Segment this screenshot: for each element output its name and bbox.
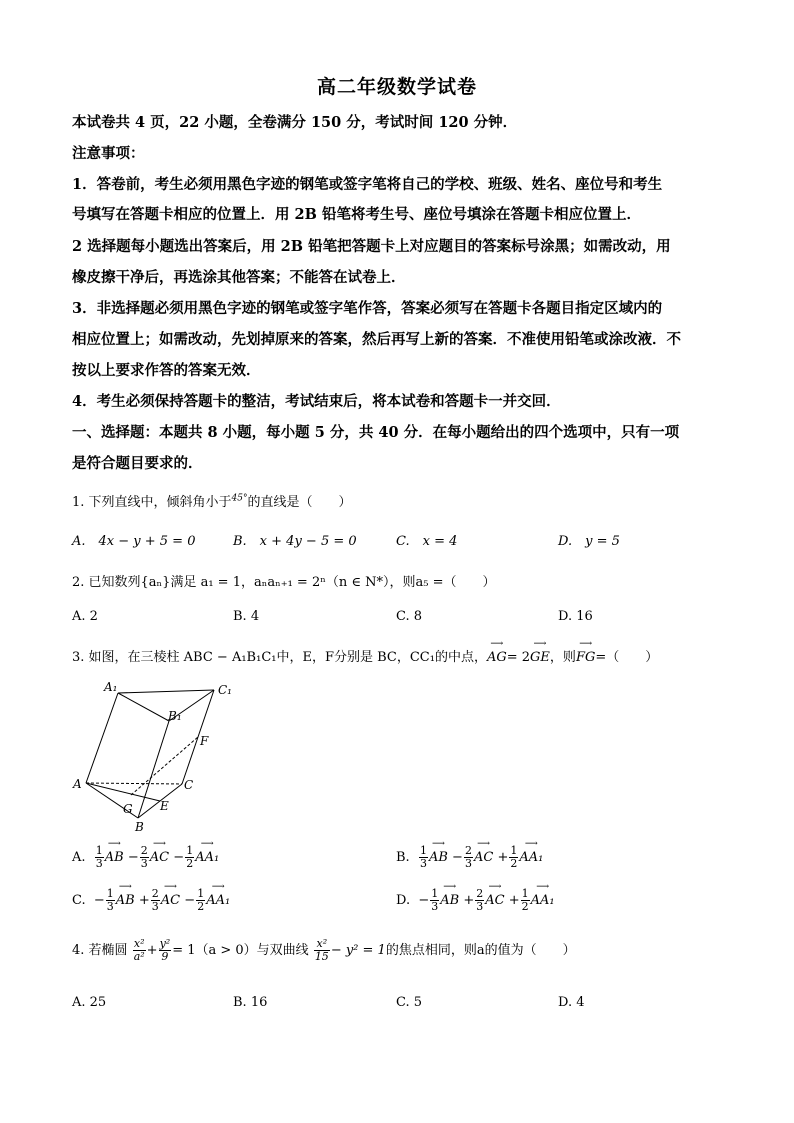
question-3-option-d: D. − $\frac{1}{3}$ ⟶ AB + $\frac{2}{3}$ ⟶ AC + $\frac{1}{2}$ ⟶ AA₁ [396,888,555,913]
section-heading-line-2: 是符合题目要求的． [72,455,203,472]
section-heading-line-1: 一、选择题：本题共 8 小题，每小题 5 分，共 40 分．在每小题给出的四个选项中，只有一项 [72,424,680,441]
segment-ae [86,783,160,801]
question-3-stem-post: ，则 [549,650,576,665]
note-line-8: 4．考生必须保持答题卡的整洁，考试结束后，将本试卷和答题卡一并交回． [72,393,561,410]
question-3-stem-mid: = 2 [506,650,531,665]
label-b: B [135,820,144,834]
label-a1: A₁ [104,680,118,694]
label-c1: C₁ [218,683,232,697]
label-b1: B₁ [168,709,182,723]
question-1-stem-pre: 1. 下列直线中，倾斜角小于 [72,495,232,510]
page-title: 高二年级数学试卷 [316,76,477,98]
vector-ge: ⟶ GE [530,650,550,665]
question-2-option-b: B. 4 [233,609,260,624]
question-4-option-c: C. 5 [396,995,423,1010]
question-4-stem: 4. 若椭圆 $\frac{\text{x²}}{\text{a²}}$ + $\frac{\text{y²}}{9}$ = 1（a > 0）与双曲线 $\frac{\text{x²}}{15}$ − y² = 1的焦点相同，则a的值为（ ） [72,937,576,963]
question-2-option-d: D. 16 [558,609,593,624]
notes-heading: 注意事项： [72,145,145,162]
note-line-2: 号填写在答题卡相应的位置上．用 2B 铅笔将考生号、座位号填涂在答题卡相应位置上． [72,206,641,223]
question-1-option-a: A. 4x − y + 5 = 0 [72,534,196,549]
question-3-stem-pre: 3. 如图，在三棱柱 ABC − A₁B₁C₁中，E，F分别是 BC，CC₁的中点， [72,650,487,665]
question-4-option-b: B. 16 [233,995,268,1010]
note-line-4: 橡皮擦干净后，再选涂其他答案；不能答在试卷上． [72,269,406,286]
edge-a1c1 [118,690,214,693]
question-1-option-d: D. y = 5 [558,534,620,549]
question-2-option-c: C. 8 [396,609,423,624]
label-e: E [160,799,169,813]
vector-fg: ⟶ FG [576,650,595,665]
intro-text: 本试卷共 4 页，22 小题，全卷满分 150 分，考试时间 120 分钟． [72,114,518,131]
note-line-6: 相应位置上；如需改动，先划掉原来的答案，然后再写上新的答案．不准使用铅笔或涂改液．不 [72,331,681,348]
question-3-stem-end: =（ ） [595,650,659,665]
question-3-option-c: C. − $\frac{1}{3}$ ⟶ AB + $\frac{2}{3}$ ⟶ AC − $\frac{1}{2}$ ⟶ AA₁ [72,888,230,913]
label-c: C [184,778,194,792]
vector-ag: ⟶ AG [487,650,507,665]
edge-a1b1 [118,693,169,721]
question-1-option-c: C. x = 4 [396,534,458,549]
note-line-1: 1．答卷前，考生必须用黑色字迹的钢笔或签字笔将自己的学校、班级、姓名、座位号和考生 [72,176,663,193]
question-3-stem [72,646,658,665]
question-3-option-a: A. $\frac{1}{3}$ ⟶ AB − $\frac{2}{3}$ ⟶ AC − $\frac{1}{2}$ ⟶ AA₁ [72,845,219,870]
note-line-3: 2 选择题每小题选出答案后，用 2B 铅笔把答题卡上对应题目的答案标号涂黑；如需改动，用 [72,238,671,255]
question-1-stem [72,491,352,510]
question-2-stem: 2. 已知数列{aₙ}满足 a₁ = 1，aₙaₙ₊₁ = 2ⁿ（n ∈ N*），则a₅ =（ ） [72,575,496,590]
question-1-option-b: B. x + 4y − 5 = 0 [233,534,357,549]
edge-a1a [86,693,118,783]
edge-c1c [182,690,214,784]
note-line-5: 3．非选择题必须用黑色字迹的钢笔或签字笔作答，答案必须写在答题卡各题目指定区域内的 [72,300,663,317]
question-3-option-b: B. $\frac{1}{3}$ ⟶ AB − $\frac{2}{3}$ ⟶ AC + $\frac{1}{2}$ ⟶ AA₁ [396,845,543,870]
question-4-option-d: D. 4 [558,995,585,1010]
label-a: A [73,777,82,791]
note-line-7: 按以上要求作答的答案无效． [72,362,261,379]
question-1-stem-post: 的直线是（ ） [247,495,352,510]
question-2-option-a: A. 2 [72,609,98,624]
prism-figure [68,675,248,840]
edge-ac-hidden [86,783,182,784]
question-1-angle: 45° [231,493,248,504]
question-4-option-a: A. 25 [72,995,107,1010]
label-f: F [200,734,209,748]
label-g: G [123,802,133,816]
